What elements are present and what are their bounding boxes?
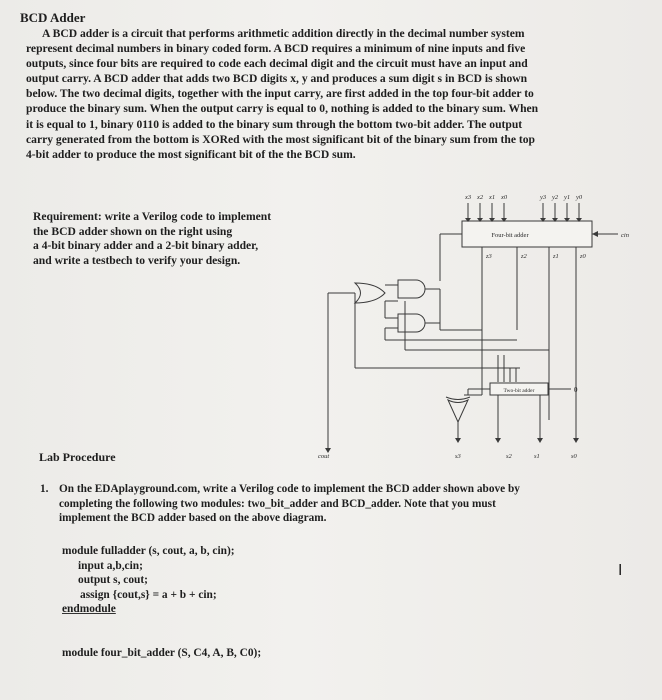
verilog-module-header: module four_bit_adder (S, C4, A, B, C0); [62, 647, 262, 659]
label-y3: y3 [540, 194, 547, 201]
label-x0: x0 [501, 194, 508, 201]
xor-gate [448, 400, 468, 422]
label-x3: x3 [465, 194, 472, 201]
label-s1: s1 [534, 453, 540, 460]
two-bit-adder-label: Two-bit adder [503, 388, 535, 394]
label-z2: z2 [521, 253, 527, 260]
step-number: 1. [40, 483, 49, 495]
intro-line: output carry. A BCD adder that adds two BCD digits x, y and produces a sum digit s in BCD is shown [26, 72, 528, 86]
label-y2: y2 [552, 194, 559, 201]
step-text [59, 482, 604, 526]
intro-line: below. The two decimal digits, together with the input carry, are first added in the top four-bit adder to [26, 87, 534, 101]
step-line: implement the BCD adder based on the above diagram. [59, 512, 327, 524]
label-z0: z0 [580, 253, 586, 260]
four-bit-adder-label: Four-bit adder [491, 232, 529, 239]
label-x1: x1 [489, 194, 496, 201]
intro-line: represent decimal numbers in binary coded form. A BCD requires a minimum of nine inputs and five [26, 42, 526, 56]
or-gate [355, 283, 385, 303]
and-gate-1 [398, 280, 425, 298]
requirement-line: and write a testbech to verify your design. [33, 253, 241, 267]
step-line: completing the following two modules: two_bit_adder and BCD_adder. Note that you must [59, 497, 496, 510]
intro-line: outputs, since four bits are required to code each decimal digit and the circuit must have an input and [26, 57, 528, 71]
code-line: input a,b,cin; [78, 559, 143, 572]
step-line: On the EDAplayground.com, write a Verilog code to implement the BCD adder shown above by [59, 483, 520, 495]
label-z1: z1 [553, 253, 559, 260]
intro-line: it is equal to 1, binary 0110 is added to the binary sum through the bottom two-bit adder. The output [26, 117, 523, 131]
requirement-line: the BCD adder shown on the right using [33, 224, 233, 238]
label-z3: z3 [486, 253, 492, 260]
input-arrows [468, 203, 579, 220]
doc-title: BCD Adder [20, 10, 86, 25]
label-y0: y0 [576, 194, 583, 201]
requirement-line: a 4-bit binary adder and a 2-bit binary adder, [33, 239, 259, 253]
label-cin: cin [621, 232, 629, 239]
code-line: assign {cout,s} = a + b + cin; [80, 588, 217, 601]
code-line: module fulladder (s, cout, a, b, cin); [62, 545, 235, 557]
label-s3: s3 [455, 453, 461, 460]
intro-line: 4-bit adder to produce the most significant bit of the the BCD sum. [26, 147, 356, 161]
code-line: output s, cout; [78, 574, 148, 587]
verilog-code-block [62, 544, 235, 617]
label-s0: s0 [571, 453, 577, 460]
label-x2: x2 [477, 194, 484, 201]
intro-line: produce the binary sum. When the output carry is equal to 0, nothing is added to the binary sum. When [26, 102, 539, 116]
and-gate-2 [398, 314, 425, 332]
text-cursor-icon: I [618, 561, 623, 579]
intro-line: carry generated from the bottom is XORed with the most significant bit of the binary sum from the top [26, 132, 535, 146]
label-y1: y1 [564, 194, 571, 201]
intro-line: A BCD adder is a circuit that performs arithmetic addition directly in the decimal number system [42, 27, 525, 40]
code-line: endmodule [62, 603, 116, 616]
label-s2: s2 [506, 453, 512, 460]
requirement-line: Requirement: write a Verilog code to implement [33, 210, 272, 223]
label-cout: cout [318, 453, 330, 460]
lab-procedure-heading: Lab Procedure [39, 450, 116, 464]
constant-zero-label: 0 [574, 386, 578, 394]
